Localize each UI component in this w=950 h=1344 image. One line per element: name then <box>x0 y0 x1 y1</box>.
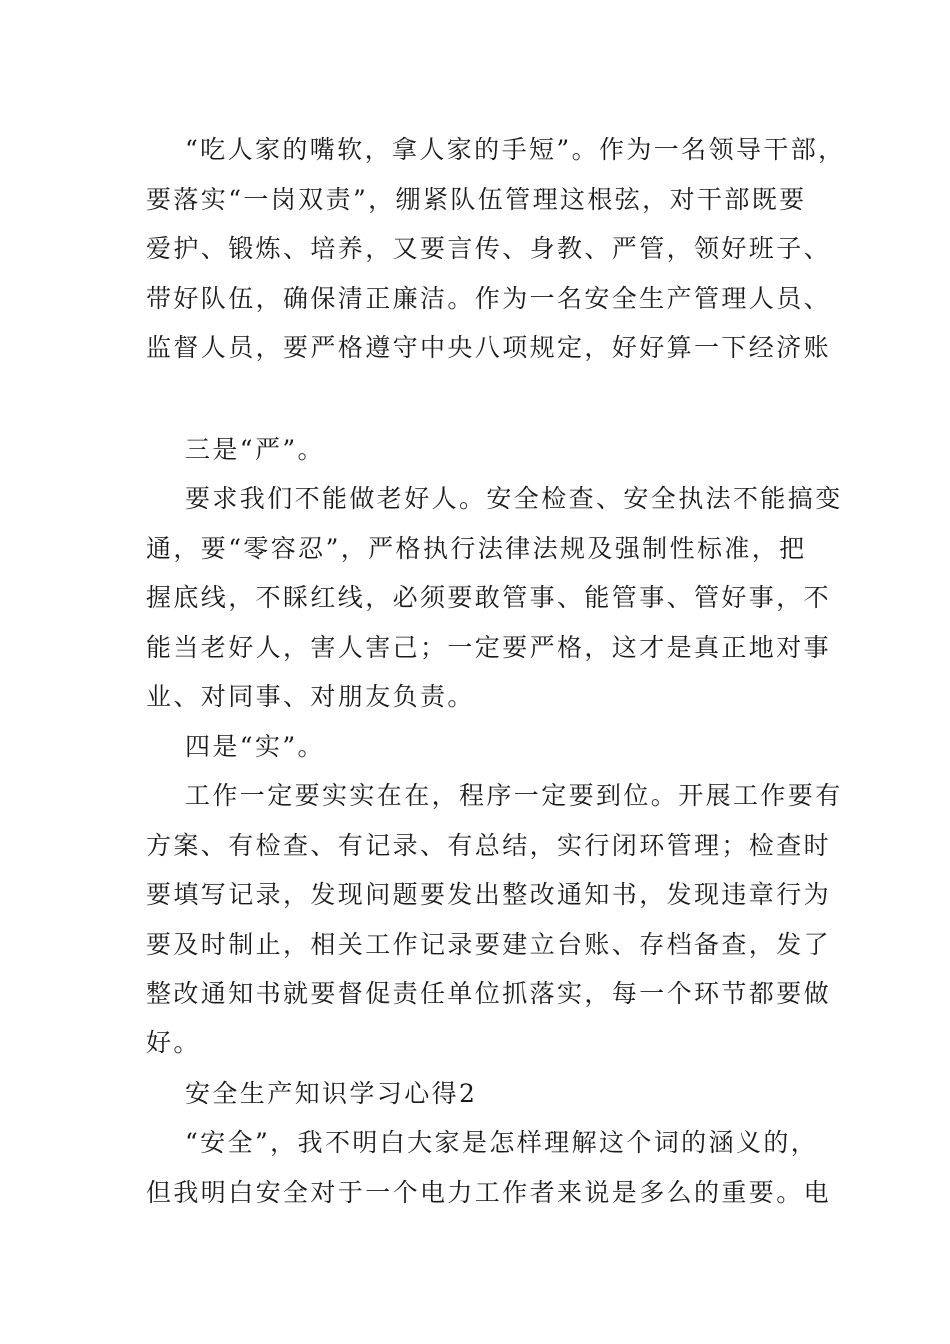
paragraph-line: 要及时制止，相关工作记录要建立台账、存档备查，发了 <box>146 930 832 959</box>
paragraph-line: 爱护、锻炼、培养，又要言传、身教、严管，领好班子、 <box>146 234 832 263</box>
section-heading: 三是“严”。 <box>185 435 325 464</box>
paragraph-line: 要填写记录，发现问题要发出整改通知书，发现违章行为 <box>146 880 832 909</box>
paragraph-line: “安全”，我不明白大家是怎样理解这个词的涵义的， <box>185 1128 819 1157</box>
paragraph-line: 通，要“零容忍”，严格执行法律法规及强制性标准，把 <box>146 534 807 563</box>
paragraph-line: 工作一定要实实在在，程序一定要到位。开展工作要有 <box>185 781 843 810</box>
section-heading: 四是“实”。 <box>185 732 325 761</box>
paragraph-line: 监督人员，要严格遵守中央八项规定，好好算一下经济账 <box>146 333 832 362</box>
paragraph-line: 好。 <box>146 1028 201 1057</box>
paragraph-line: 要求我们不能做老好人。安全检查、安全执法不能搞变 <box>185 484 843 513</box>
paragraph-line: 整改通知书就要督促责任单位抓落实，每一个环节都要做 <box>146 979 832 1008</box>
paragraph-line: “吃人家的嘴软，拿人家的手短”。作为一名领导干部， <box>185 135 846 164</box>
section-title: 安全生产知识学习心得2 <box>185 1079 478 1108</box>
paragraph-line: 要落实“一岗双责”，绷紧队伍管理这根弦，对干部既要 <box>146 185 807 214</box>
paragraph-line: 能当老好人，害人害己；一定要严格，这才是真正地对事 <box>146 633 832 662</box>
paragraph-line: 带好队伍，确保清正廉洁。作为一名安全生产管理人员、 <box>146 284 832 313</box>
paragraph-line: 握底线，不睬红线，必须要敢管事、能管事、管好事，不 <box>146 583 832 612</box>
paragraph-line: 业、对同事、对朋友负责。 <box>146 682 475 711</box>
paragraph-line: 但我明白安全对于一个电力工作者来说是多么的重要。电 <box>146 1178 832 1207</box>
paragraph-line: 方案、有检查、有记录、有总结，实行闭环管理；检查时 <box>146 831 832 860</box>
